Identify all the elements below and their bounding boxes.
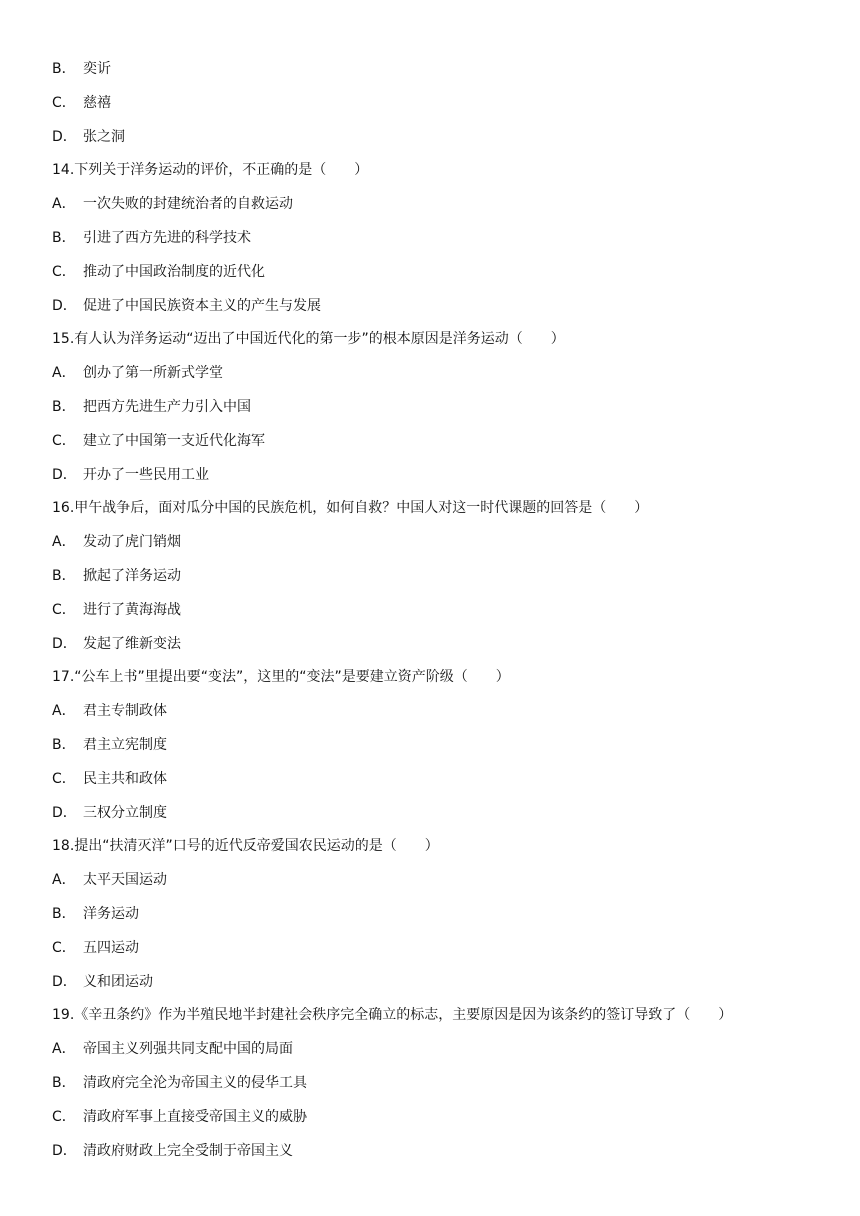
option-text: 君主专制政体: [83, 703, 167, 719]
question-text: 14.下列关于洋务运动的评价，不正确的是（ ）: [52, 162, 369, 178]
option-14b: [52, 226, 251, 250]
option-letter: B．: [52, 568, 76, 584]
option-text: 义和团运动: [83, 974, 153, 990]
question-17: [52, 665, 510, 689]
option-text: 三权分立制度: [83, 805, 167, 821]
option-18c: [52, 936, 139, 960]
option-letter: B．: [52, 906, 76, 922]
option-text: 促进了中国民族资本主义的产生与发展: [83, 298, 321, 314]
option-17d: [52, 801, 167, 825]
option-text: 奕䜣: [83, 61, 111, 77]
option-16c: [52, 598, 181, 622]
option-letter: D．: [52, 467, 77, 483]
option-letter: C．: [52, 264, 76, 280]
option-letter: C．: [52, 1109, 76, 1125]
option-text: 清政府军事上直接受帝国主义的威胁: [83, 1109, 307, 1125]
option-text: 帝国主义列强共同支配中国的局面: [83, 1041, 293, 1057]
option-text: 五四运动: [83, 940, 139, 956]
option-19b: [52, 1071, 307, 1095]
option-letter: D．: [52, 298, 77, 314]
question-15: [52, 327, 565, 351]
option-15c: [52, 429, 265, 453]
option-letter: B．: [52, 737, 76, 753]
option-letter: A．: [52, 872, 76, 888]
option-14d: [52, 294, 321, 318]
option-text: 民主共和政体: [83, 771, 167, 787]
option-letter: D．: [52, 1143, 77, 1159]
option-letter: D．: [52, 129, 77, 145]
option-letter: D．: [52, 636, 77, 652]
option-18b: [52, 902, 139, 926]
option-text: 推动了中国政治制度的近代化: [83, 264, 265, 280]
option-18d: [52, 970, 153, 994]
option-13c: [52, 91, 111, 115]
option-letter: A．: [52, 534, 76, 550]
option-letter: C．: [52, 433, 76, 449]
option-text: 引进了西方先进的科学技术: [83, 230, 251, 246]
option-17b: [52, 733, 167, 757]
option-letter: A．: [52, 365, 76, 381]
question-text: 18.提出“扶清灭洋”口号的近代反帝爱国农民运动的是（ ）: [52, 838, 439, 854]
option-text: 清政府完全沦为帝国主义的侵华工具: [83, 1075, 307, 1091]
option-text: 发动了虎门销烟: [83, 534, 181, 550]
option-letter: B．: [52, 1075, 76, 1091]
option-19c: [52, 1105, 307, 1129]
option-16d: [52, 632, 181, 656]
option-letter: B．: [52, 399, 76, 415]
option-text: 发起了维新变法: [83, 636, 181, 652]
option-letter: C．: [52, 771, 76, 787]
question-text: 16.甲午战争后，面对瓜分中国的民族危机，如何自救？中国人对这一时代课题的回答是（ ）: [52, 500, 649, 516]
option-14a: [52, 192, 293, 216]
option-text: 君主立宪制度: [83, 737, 167, 753]
option-letter: C．: [52, 940, 76, 956]
option-text: 建立了中国第一支近代化海军: [83, 433, 265, 449]
option-17c: [52, 767, 167, 791]
option-text: 清政府财政上完全受制于帝国主义: [83, 1143, 293, 1159]
question-14: [52, 158, 368, 182]
question-18: [52, 834, 439, 858]
option-19a: [52, 1037, 293, 1061]
option-15b: [52, 395, 251, 419]
question-text: 19.《辛丑条约》作为半殖民地半封建社会秩序完全确立的标志，主要原因是因为该条约的签订导致了（ ）: [52, 1007, 733, 1023]
option-14c: [52, 260, 265, 284]
option-letter: D．: [52, 805, 77, 821]
option-text: 张之洞: [83, 129, 125, 145]
option-text: 慈禧: [83, 95, 111, 111]
option-letter: C．: [52, 602, 76, 618]
option-letter: A．: [52, 1041, 76, 1057]
option-13d: [52, 125, 125, 149]
option-letter: C．: [52, 95, 76, 111]
question-text: 17.“公车上书”里提出要“变法”，这里的“变法”是要建立资产阶级（ ）: [52, 669, 510, 685]
option-text: 创办了第一所新式学堂: [83, 365, 223, 381]
option-letter: B．: [52, 61, 76, 77]
option-letter: A．: [52, 703, 76, 719]
option-letter: A．: [52, 196, 76, 212]
option-16b: [52, 564, 181, 588]
question-16: [52, 496, 648, 520]
option-16a: [52, 530, 181, 554]
option-text: 把西方先进生产力引入中国: [83, 399, 251, 415]
option-text: 进行了黄海海战: [83, 602, 181, 618]
option-letter: D．: [52, 974, 77, 990]
option-18a: [52, 868, 167, 892]
option-text: 开办了一些民用工业: [83, 467, 209, 483]
option-letter: B．: [52, 230, 76, 246]
option-13b: [52, 57, 111, 81]
option-text: 太平天国运动: [83, 872, 167, 888]
option-text: 掀起了洋务运动: [83, 568, 181, 584]
option-15a: [52, 361, 223, 385]
option-text: 一次失败的封建统治者的自救运动: [83, 196, 293, 212]
option-19d: [52, 1139, 293, 1163]
option-17a: [52, 699, 167, 723]
option-text: 洋务运动: [83, 906, 139, 922]
question-19: [52, 1003, 732, 1027]
option-15d: [52, 463, 209, 487]
question-text: 15.有人认为洋务运动“迈出了中国近代化的第一步”的根本原因是洋务运动（ ）: [52, 331, 565, 347]
